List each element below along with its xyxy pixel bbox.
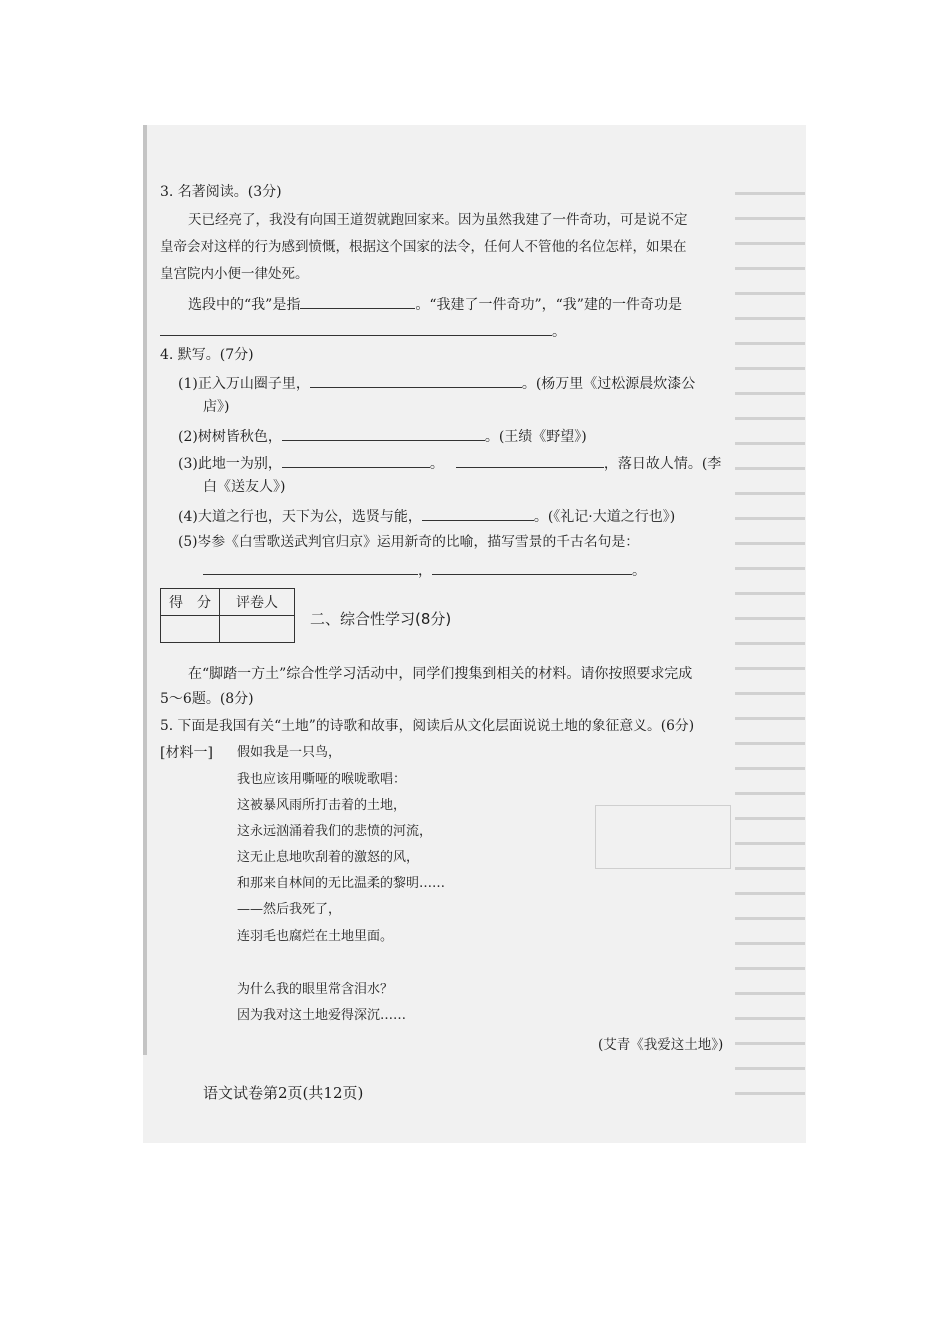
poem-line: 我也应该用嘶哑的喉咙歌唱： (237, 772, 407, 787)
q3-title: 3. 名著阅读。(3分) (160, 184, 282, 200)
score-table (160, 588, 295, 643)
q4-item-5-answer (203, 560, 646, 580)
score-header: 得 分 (161, 589, 220, 616)
q4-item-1-source: 。(杨万里《过松源晨炊漆公 (521, 376, 696, 392)
q4-item-4-blank[interactable] (422, 506, 534, 521)
q3-ask-part2: 。“我建了一件奇功”，“我”建的一件奇功是 (415, 297, 682, 313)
page-footer: 语文试卷第2页(共12页) (203, 1084, 364, 1102)
q3-answer-blank-1[interactable] (300, 294, 415, 309)
q4-item-1-prompt: (1)正入万山圈子里， (178, 376, 310, 392)
q4-item-5-blank-2[interactable] (432, 560, 632, 575)
q4-item-4-source: 。(《礼记·大道之行也》) (533, 509, 676, 525)
poem-line: 这无止息地吹刮着的激怒的风， (237, 850, 420, 865)
q4-item-3-suffix: ，落日故人情。(李 (603, 456, 722, 472)
q4-item-5: (5)岑参《白雪歌送武判官归京》运用新奇的比喻，描写雪景的千古名句是： (178, 534, 640, 550)
bleed-through-box (595, 805, 731, 869)
q4-item-1-blank[interactable] (310, 373, 522, 388)
poem-line: 假如我是一只鸟， (237, 745, 342, 760)
q4-item-3-period: 。 (429, 456, 444, 472)
q3-passage-line-3: 皇宫院内小便一律处死。 (160, 266, 309, 282)
q4-item-3-source: 白《送友人》) (203, 479, 286, 495)
score-cell[interactable] (161, 616, 220, 643)
poem-attribution: (艾青《我爱这土地》) (598, 1037, 724, 1053)
q4-item-3-prompt: (3)此地一为别， (178, 456, 282, 472)
q4-item-5-end: 。 (632, 563, 646, 579)
q3-ask-part1: 选段中的“我”是指 (188, 297, 301, 313)
q4-item-3-blank-1[interactable] (282, 453, 430, 468)
poem-line: 和那来自林间的无比温柔的黎明…… (237, 876, 446, 891)
poem-line: ——然后我死了， (237, 902, 342, 917)
q3-passage-line-2: 皇帝会对这样的行为感到愤慨，根据这个国家的法令，任何人不管他的名位怎样，如果在 (160, 239, 687, 255)
q4-item-3 (178, 453, 721, 473)
q4-item-4-prompt: (4)大道之行也，天下为公，选贤与能， (178, 509, 422, 525)
q4-item-1-source-cont: 店》) (203, 399, 230, 415)
material-1-label: [材料一] (160, 745, 213, 761)
q4-item-4 (178, 506, 675, 526)
q3-ask-end: 。 (552, 324, 566, 340)
poem-line: 这被暴风雨所打击着的土地， (237, 798, 407, 813)
q4-item-5-blank-1[interactable] (203, 560, 418, 575)
section-2-intro-line-2: 5～6题。(8分) (160, 691, 254, 707)
q4-item-2-blank[interactable] (282, 426, 485, 441)
q4-item-2-source: 。(王绩《野望》) (484, 429, 587, 445)
poem-line: 因为我对这土地爱得深沉…… (237, 1008, 407, 1023)
q4-item-2 (178, 426, 587, 446)
poem-line: 这永远汹涌着我们的悲愤的河流， (237, 824, 433, 839)
poem-line: 为什么我的眼里常含泪水？ (237, 982, 394, 997)
grader-header: 评卷人 (220, 589, 295, 616)
q3-question-cont (160, 321, 566, 341)
q3-question (188, 294, 682, 314)
q3-passage-line-1: 天已经亮了，我没有向国王道贺就跑回家来。因为虽然我建了一件奇功，可是说不定 (188, 212, 688, 228)
grader-cell[interactable] (220, 616, 295, 643)
q5-title: 5. 下面是我国有关“土地”的诗歌和故事，阅读后从文化层面说说土地的象征意义。(6分) (160, 718, 695, 734)
q4-title: 4. 默写。(7分) (160, 347, 254, 363)
q4-item-2-prompt: (2)树树皆秋色， (178, 429, 282, 445)
bleed-through-text (735, 170, 805, 1110)
section-2-heading: 二、综合性学习(8分) (310, 610, 452, 628)
q4-item-3-blank-2[interactable] (456, 453, 604, 468)
q4-item-1 (178, 373, 695, 393)
q3-answer-blank-2[interactable] (160, 321, 552, 336)
q4-item-5-comma: ， (418, 563, 432, 579)
section-2-intro-line-1: 在“脚踏一方土”综合性学习活动中，同学们搜集到相关的材料。请你按照要求完成 (188, 666, 693, 682)
poem-line: 连羽毛也腐烂在土地里面。 (237, 929, 394, 944)
scan-edge-shadow (143, 125, 147, 1055)
